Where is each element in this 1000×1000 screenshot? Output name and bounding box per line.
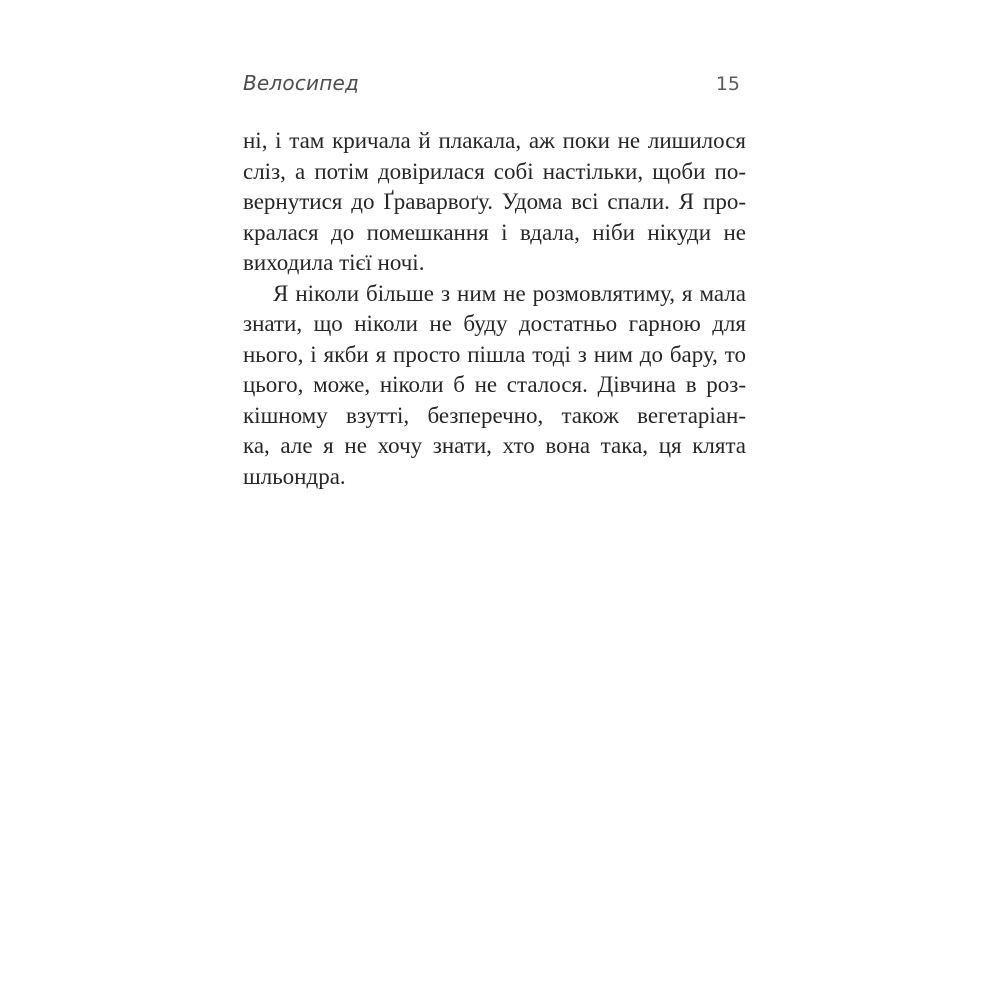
text-line: вернутися до Ґраварвоґу. Удома всі спали. Я про- <box>243 189 746 214</box>
text-line: нього, і якби я просто пішла тоді з ним до бару, то <box>243 341 746 367</box>
text-line: цього, може, ніколи б не сталося. Дівчина в роз- <box>243 372 746 397</box>
text-line: сліз, а потім довірилася собі настільки, щоби по- <box>243 158 746 184</box>
paragraph <box>243 126 746 279</box>
text-line: ні, і там кричала й плакала, аж поки не лишилося <box>243 128 746 153</box>
page-header <box>243 70 746 97</box>
page-body <box>243 126 746 492</box>
text-line: шльондра. <box>243 463 346 489</box>
page-content <box>243 0 746 492</box>
paragraph <box>243 279 746 493</box>
page-number: 15 <box>715 73 740 95</box>
text-line: кралася до помешкання і вдала, ніби нікуди не <box>243 219 746 245</box>
running-title: Велосипед <box>243 71 360 95</box>
text-line: Я ніколи більше з ним не розмовлятиму, я мала <box>273 280 746 306</box>
text-line: кішному взутті, безперечно, також вегетаріан- <box>243 402 746 428</box>
text-line: знати, що ніколи не буду достатньо гарною для <box>243 311 746 336</box>
text-line: ка, але я не хочу знати, хто вона така, ця клята <box>243 433 746 458</box>
text-line: виходила тієї ночі. <box>243 250 425 275</box>
